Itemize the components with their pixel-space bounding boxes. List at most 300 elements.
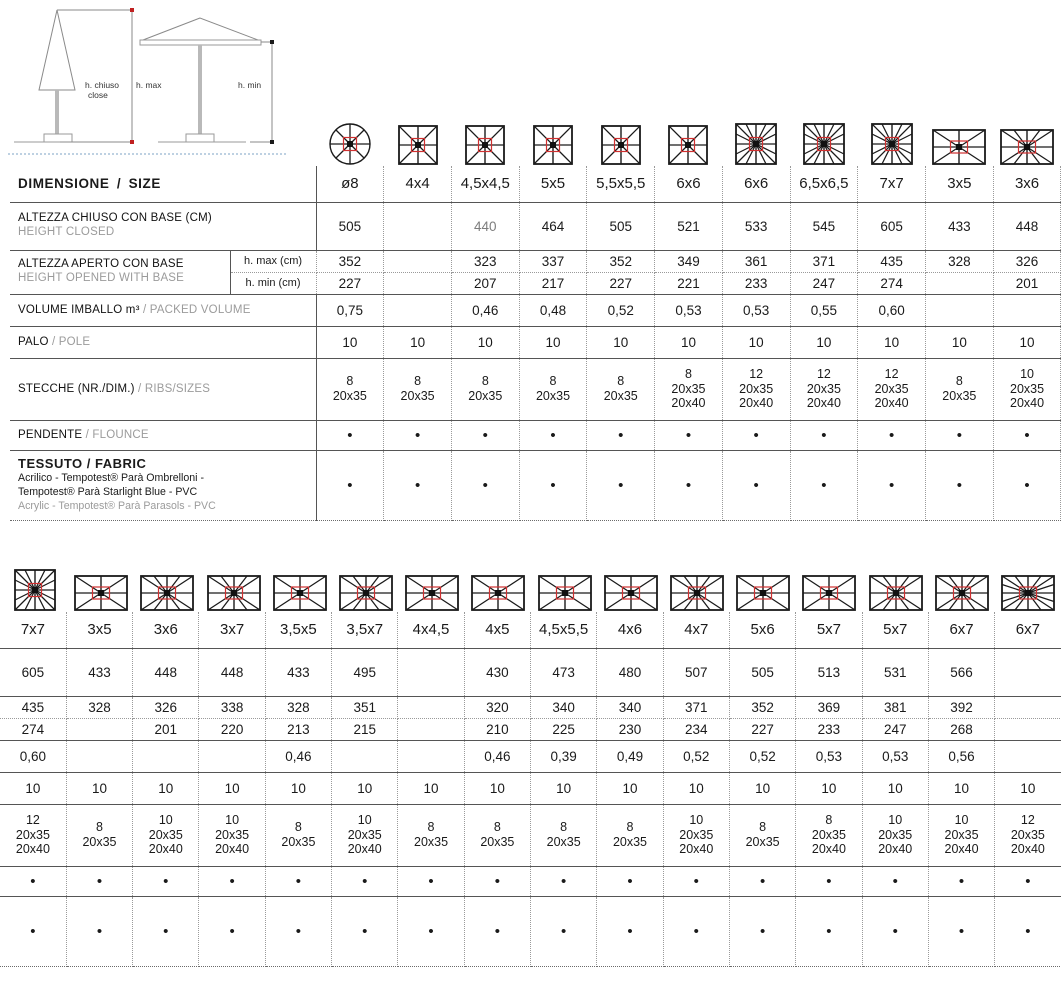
size-header-0: ø8: [316, 166, 384, 202]
flounce-6: •: [398, 866, 464, 896]
ribs-8: [858, 358, 926, 420]
fabric-13: •: [862, 896, 928, 966]
ribs-dim2-8: 20x40: [874, 396, 909, 411]
ribs-count-8: 12: [884, 366, 899, 381]
ribs-count-3: 8: [549, 374, 557, 389]
label-volume-it: VOLUME IMBALLO m³: [18, 304, 140, 317]
height-min-5: 221: [655, 272, 723, 294]
flounce-4: •: [265, 866, 331, 896]
ribs-dim1-5: 20x35: [347, 827, 382, 842]
volume-9: [925, 294, 993, 326]
ribs-dim2-0: 20x40: [15, 842, 50, 857]
height-min-6: [398, 718, 464, 740]
fabric-2: •: [133, 896, 199, 966]
fabric-9: •: [597, 896, 663, 966]
ribs-12: [796, 804, 862, 866]
label-dimension-en: SIZE: [128, 175, 161, 191]
label-height-opened-it: ALTEZZA APERTO CON BASE: [18, 258, 184, 271]
height-max-10: 326: [993, 250, 1061, 272]
ribs-dim2-7: 20x40: [806, 396, 841, 411]
volume-1: [66, 740, 132, 772]
pole-1: 10: [384, 326, 452, 358]
ribs-6: [722, 358, 790, 420]
height-closed-8: 605: [858, 202, 926, 250]
ribs-dim2-2: 20x40: [148, 842, 183, 857]
umbrella-icon-rect-10-14: [929, 574, 995, 612]
volume-8: 0,39: [531, 740, 597, 772]
pole-5: 10: [332, 772, 398, 804]
size-header-8: 7x7: [858, 166, 926, 202]
flounce-15: •: [995, 866, 1061, 896]
ribs-dim1-2: 20x35: [468, 389, 503, 403]
size-header-7: 6,5x6,5: [790, 166, 858, 202]
ribs-dim1-3: 20x35: [215, 827, 250, 842]
size-header-2: 4,5x4,5: [451, 166, 519, 202]
height-max-2: 326: [133, 696, 199, 718]
pole-7: 10: [464, 772, 530, 804]
height-min-4: 227: [587, 272, 655, 294]
ribs-count-10: 10: [689, 812, 704, 827]
row-label-volume: VOLUME IMBALLO m³ / PACKED VOLUME: [10, 294, 316, 326]
ribs-8: [531, 804, 597, 866]
row-label-height-closed: [10, 202, 316, 250]
flounce-12: •: [796, 866, 862, 896]
size-header-6: 4x4,5: [398, 612, 464, 648]
umbrella-icon-rect-8-7: [465, 574, 531, 612]
umbrella-icon-square-12-6: [722, 122, 790, 166]
umbrella-icon-rect-8-6: [399, 574, 465, 612]
ribs-dim1-0: 20x35: [15, 827, 50, 842]
size-header-15: 6x7: [995, 612, 1061, 648]
ribs-dim1-1: 20x35: [400, 389, 435, 403]
ribs-count-2: 8: [481, 374, 489, 389]
pole-12: 10: [796, 772, 862, 804]
umbrella-icon-square-12-0: [2, 568, 68, 612]
volume-2: 0,46: [451, 294, 519, 326]
height-min-0: 227: [316, 272, 384, 294]
fabric-5: •: [332, 896, 398, 966]
height-max-1: [384, 250, 452, 272]
flounce-2: •: [133, 866, 199, 896]
fabric-5: •: [655, 450, 723, 520]
ribs-count-1: 8: [95, 820, 103, 835]
pole-1: 10: [66, 772, 132, 804]
row-label-pole: PALO / POLE: [10, 326, 316, 358]
ribs-count-4: 8: [294, 820, 302, 835]
height-min-10: 234: [663, 718, 729, 740]
height-max-12: 369: [796, 696, 862, 718]
pole-9: 10: [925, 326, 993, 358]
height-min-3: 220: [199, 718, 265, 740]
height-closed-3: 448: [199, 648, 265, 696]
height-max-7: 371: [790, 250, 858, 272]
height-min-4: 213: [265, 718, 331, 740]
height-min-10: 201: [993, 272, 1061, 294]
flounce-10: •: [663, 866, 729, 896]
ribs-dim2-5: 20x40: [347, 842, 382, 857]
pole-9: 10: [597, 772, 663, 804]
ribs-dim2-14: 20x40: [944, 842, 979, 857]
volume-5: 0,53: [655, 294, 723, 326]
umbrella-icon-rect-10-13: [862, 574, 928, 612]
height-max-1: 328: [66, 696, 132, 718]
height-closed-14: 566: [928, 648, 994, 696]
volume-9: 0,49: [597, 740, 663, 772]
ribs-1: [66, 804, 132, 866]
umbrella-icon-rect-10-2: [134, 574, 200, 612]
umbrella-icon-rect-8-11: [730, 574, 796, 612]
height-closed-3: 464: [519, 202, 587, 250]
height-max-14: 392: [928, 696, 994, 718]
size-header-4: 5,5x5,5: [587, 166, 655, 202]
label-flounce-en: FLOUNCE: [92, 429, 149, 442]
ribs-dim1-10: 20x35: [1010, 381, 1045, 396]
size-header-6: 6x6: [722, 166, 790, 202]
volume-0: 0,60: [0, 740, 66, 772]
volume-13: 0,53: [862, 740, 928, 772]
umbrella-icon-rect-12-15: [995, 574, 1061, 612]
height-min-2: 201: [133, 718, 199, 740]
pole-6: 10: [722, 326, 790, 358]
ribs-count-0: 8: [346, 374, 354, 389]
size-header-10: 4x7: [663, 612, 729, 648]
pole-2: 10: [133, 772, 199, 804]
label-ribs-en: RIBS/SIZES: [144, 383, 211, 396]
height-min-2: 207: [451, 272, 519, 294]
volume-11: 0,52: [729, 740, 795, 772]
size-header-1: 4x4: [384, 166, 452, 202]
ribs-dim1-6: 20x35: [739, 381, 774, 396]
flounce-10: •: [993, 420, 1061, 450]
ribs-dim2-10: 20x40: [679, 842, 714, 857]
height-max-3: 338: [199, 696, 265, 718]
flounce-13: •: [862, 866, 928, 896]
label-fabric-title: TESSUTO / FABRIC: [18, 456, 147, 472]
ribs-count-11: 8: [759, 820, 767, 835]
size-header-5: 3,5x7: [332, 612, 398, 648]
height-max-7: 320: [464, 696, 530, 718]
fabric-10: •: [993, 450, 1061, 520]
ribs-7: [464, 804, 530, 866]
height-min-1: [66, 718, 132, 740]
height-closed-15: [995, 648, 1061, 696]
size-header-3: 5x5: [519, 166, 587, 202]
height-min-11: 227: [729, 718, 795, 740]
ribs-dim1-8: 20x35: [546, 835, 581, 849]
ribs-0: [316, 358, 384, 420]
fabric-3: •: [199, 896, 265, 966]
ribs-10: [663, 804, 729, 866]
fabric-4: •: [265, 896, 331, 966]
ribs-7: [790, 358, 858, 420]
flounce-5: •: [655, 420, 723, 450]
ribs-dim2-13: 20x40: [878, 842, 913, 857]
flounce-0: •: [0, 866, 66, 896]
height-closed-2: 448: [133, 648, 199, 696]
pole-2: 10: [451, 326, 519, 358]
ribs-9: [597, 804, 663, 866]
label-pole-it: PALO: [18, 336, 49, 349]
label-pole-en: POLE: [58, 336, 91, 349]
umbrella-icon-square-8-1: [384, 124, 452, 166]
ribs-dim1-8: 20x35: [874, 381, 909, 396]
ribs-count-13: 10: [888, 812, 903, 827]
ribs-2: [133, 804, 199, 866]
ribs-count-5: 8: [684, 366, 692, 381]
size-header-9: 3x5: [925, 166, 993, 202]
height-min-9: 230: [597, 718, 663, 740]
ribs-count-6: 12: [749, 366, 764, 381]
size-header-8: 4,5x5,5: [531, 612, 597, 648]
pole-8: 10: [858, 326, 926, 358]
pole-3: 10: [519, 326, 587, 358]
ribs-10: [993, 358, 1061, 420]
height-min-12: 233: [796, 718, 862, 740]
pole-7: 10: [790, 326, 858, 358]
umbrella-icon-rect-8-1: [68, 574, 134, 612]
ribs-dim2-3: 20x40: [215, 842, 250, 857]
ribs-dim1-3: 20x35: [535, 389, 571, 403]
ribs-dim1-9: 20x35: [942, 389, 977, 403]
ribs-15: [995, 804, 1061, 866]
size-header-4: 3,5x5: [265, 612, 331, 648]
umbrella-icon-rect-10-5: [333, 574, 399, 612]
height-min-7: 210: [464, 718, 530, 740]
diagram-label-hmin: h. min: [238, 80, 262, 90]
umbrella-icon-rect-10-10: [664, 574, 730, 612]
volume-6: [398, 740, 464, 772]
volume-7: 0,46: [464, 740, 530, 772]
height-max-4: 328: [265, 696, 331, 718]
height-max-10: 371: [663, 696, 729, 718]
fabric-2: •: [451, 450, 519, 520]
height-closed-10: 507: [663, 648, 729, 696]
height-closed-7: 545: [790, 202, 858, 250]
pole-6: 10: [398, 772, 464, 804]
height-closed-0: 505: [316, 202, 384, 250]
ribs-5: [655, 358, 723, 420]
umbrella-icon-square-8-5: [655, 124, 723, 166]
volume-10: 0,52: [663, 740, 729, 772]
umbrella-icon-strip-top: [316, 100, 1061, 166]
height-closed-1: [384, 202, 452, 250]
flounce-11: •: [729, 866, 795, 896]
ribs-dim2-6: 20x40: [739, 396, 774, 411]
height-closed-4: 433: [265, 648, 331, 696]
fabric-0: •: [0, 896, 66, 966]
height-min-8: 274: [858, 272, 926, 294]
height-min-6: 233: [722, 272, 790, 294]
volume-6: 0,53: [722, 294, 790, 326]
size-header-2: 3x6: [133, 612, 199, 648]
pole-5: 10: [655, 326, 723, 358]
size-header-3: 3x7: [199, 612, 265, 648]
height-min-3: 217: [519, 272, 587, 294]
umbrella-icon-strip-bottom: [2, 550, 1061, 612]
height-max-3: 337: [519, 250, 587, 272]
ribs-dim1-2: 20x35: [148, 827, 183, 842]
height-min-0: 274: [0, 718, 66, 740]
umbrella-icon-rect-8-12: [796, 574, 862, 612]
umbrella-icon-square-12-7: [790, 122, 858, 166]
fabric-11: •: [729, 896, 795, 966]
row-label-ribs: STECCHE (NR./DIM.) / RIBS/SIZES: [10, 358, 316, 420]
ribs-count-14: 10: [954, 812, 969, 827]
label-dimension-it: DIMENSIONE: [18, 175, 110, 191]
fabric-6: •: [398, 896, 464, 966]
diagram-label-closed-en: close: [88, 90, 108, 100]
umbrella-icon-square-12-8: [858, 122, 926, 166]
fabric-9: •: [925, 450, 993, 520]
flounce-1: •: [66, 866, 132, 896]
ribs-dim1-5: 20x35: [671, 381, 706, 396]
flounce-3: •: [199, 866, 265, 896]
label-fabric-line3: Acrylic - Tempotest® Parà Parasols - PVC: [18, 499, 216, 512]
ribs-0: [0, 804, 66, 866]
ribs-dim1-9: 20x35: [612, 835, 647, 849]
size-header-12: 5x7: [796, 612, 862, 648]
ribs-count-6: 8: [427, 820, 435, 835]
umbrella-icon-rect-10-3: [201, 574, 267, 612]
diagram-label-closed-it: h. chiuso: [85, 80, 120, 90]
volume-0: 0,75: [316, 294, 384, 326]
height-closed-11: 505: [729, 648, 795, 696]
ribs-count-10: 10: [1020, 366, 1034, 381]
fabric-8: •: [531, 896, 597, 966]
fabric-6: •: [722, 450, 790, 520]
flounce-9: •: [925, 420, 993, 450]
label-fabric-line1: Acrilico - Tempotest® Parà Ombrelloni -: [18, 471, 204, 484]
height-min-9: [925, 272, 993, 294]
fabric-1: •: [384, 450, 452, 520]
ribs-dim1-7: 20x35: [806, 381, 841, 396]
ribs-dim1-0: 20x35: [332, 389, 367, 403]
size-header-7: 4x5: [464, 612, 530, 648]
height-closed-5: 521: [655, 202, 723, 250]
ribs-4: [265, 804, 331, 866]
ribs-count-12: 8: [825, 812, 833, 827]
pole-10: 10: [663, 772, 729, 804]
ribs-count-1: 8: [414, 374, 422, 389]
label-volume-en: PACKED VOLUME: [149, 304, 251, 317]
specification-table-bottom: [0, 612, 1061, 967]
volume-12: 0,53: [796, 740, 862, 772]
pole-4: 10: [587, 326, 655, 358]
pole-14: 10: [928, 772, 994, 804]
height-closed-9: 433: [925, 202, 993, 250]
flounce-4: •: [587, 420, 655, 450]
ribs-count-4: 8: [617, 374, 625, 389]
height-max-2: 323: [451, 250, 519, 272]
ribs-dim1-15: 20x35: [1010, 827, 1045, 842]
fabric-3: •: [519, 450, 587, 520]
ribs-dim2-5: 20x40: [671, 396, 706, 411]
height-closed-12: 513: [796, 648, 862, 696]
height-closed-0: 605: [0, 648, 66, 696]
size-header-14: 6x7: [928, 612, 994, 648]
ribs-1: [384, 358, 452, 420]
height-closed-10: 448: [993, 202, 1061, 250]
height-max-8: 435: [858, 250, 926, 272]
height-max-6: [398, 696, 464, 718]
volume-5: [332, 740, 398, 772]
height-closed-9: 480: [597, 648, 663, 696]
volume-10: [993, 294, 1061, 326]
fabric-8: •: [858, 450, 926, 520]
label-h-max: h. max (cm): [230, 250, 316, 272]
ribs-3: [199, 804, 265, 866]
height-closed-6: 533: [722, 202, 790, 250]
flounce-14: •: [928, 866, 994, 896]
volume-4: 0,46: [265, 740, 331, 772]
fabric-7: •: [464, 896, 530, 966]
label-height-opened-en: HEIGHT OPENED WITH BASE: [18, 272, 185, 284]
umbrella-icon-square-8-2: [451, 124, 519, 166]
label-flounce-it: PENDENTE: [18, 429, 83, 442]
size-header-9: 4x6: [597, 612, 663, 648]
label-ribs-it: STECCHE (NR./DIM.): [18, 383, 135, 396]
height-max-11: 352: [729, 696, 795, 718]
ribs-count-9: 8: [955, 374, 963, 389]
volume-3: [199, 740, 265, 772]
fabric-0: •: [316, 450, 384, 520]
volume-15: [995, 740, 1061, 772]
diagram-label-hmax: h. max: [136, 80, 162, 90]
height-max-9: 340: [597, 696, 663, 718]
row-label-fabric: [10, 450, 316, 520]
fabric-15: •: [995, 896, 1061, 966]
pole-4: 10: [265, 772, 331, 804]
ribs-count-9: 8: [626, 820, 634, 835]
height-min-13: 247: [862, 718, 928, 740]
flounce-8: •: [858, 420, 926, 450]
ribs-count-15: 12: [1020, 812, 1035, 827]
height-max-5: 349: [655, 250, 723, 272]
height-closed-13: 531: [862, 648, 928, 696]
flounce-7: •: [790, 420, 858, 450]
height-min-7: 247: [790, 272, 858, 294]
ribs-dim1-11: 20x35: [745, 835, 780, 849]
height-closed-6: [398, 648, 464, 696]
fabric-10: •: [663, 896, 729, 966]
flounce-9: •: [597, 866, 663, 896]
ribs-9: [925, 358, 993, 420]
ribs-dim1-12: 20x35: [811, 827, 846, 842]
ribs-dim1-10: 20x35: [679, 827, 714, 842]
height-min-14: 268: [928, 718, 994, 740]
ribs-count-8: 8: [560, 820, 568, 835]
ribs-14: [928, 804, 994, 866]
height-max-13: 381: [862, 696, 928, 718]
umbrella-icon-rect-8-9: [925, 128, 993, 166]
label-height-closed-it: ALTEZZA CHIUSO CON BASE (CM): [18, 212, 212, 225]
ribs-dim2-10: 20x40: [1010, 396, 1045, 411]
flounce-6: •: [722, 420, 790, 450]
size-header-13: 5x7: [862, 612, 928, 648]
ribs-count-0: 12: [25, 812, 40, 827]
height-max-4: 352: [587, 250, 655, 272]
ribs-count-7: 12: [816, 366, 831, 381]
ribs-3: [519, 358, 587, 420]
height-max-8: 340: [531, 696, 597, 718]
volume-1: [384, 294, 452, 326]
ribs-11: [729, 804, 795, 866]
label-height-closed-en: HEIGHT CLOSED: [18, 226, 115, 238]
ribs-2: [451, 358, 519, 420]
height-max-0: 352: [316, 250, 384, 272]
ribs-dim1-6: 20x35: [414, 835, 449, 849]
height-closed-1: 433: [66, 648, 132, 696]
